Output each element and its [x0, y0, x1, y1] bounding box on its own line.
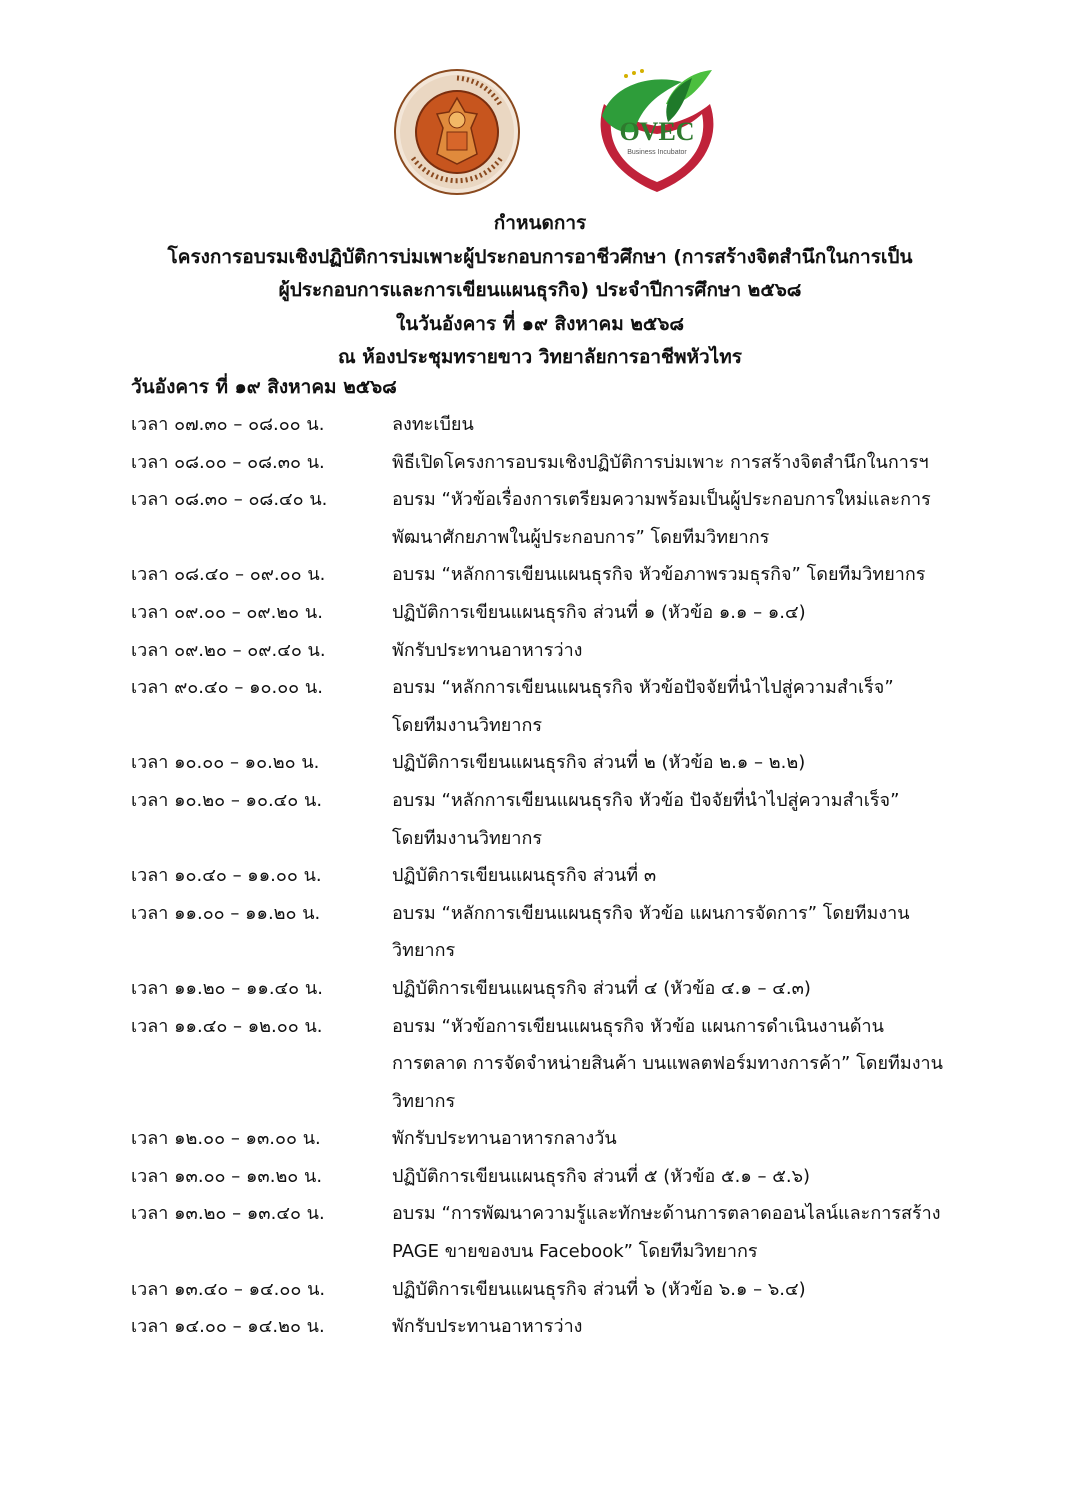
schedule-time: เวลา ๑๔.๐๐ – ๑๔.๒๐ น. — [131, 1316, 325, 1338]
schedule-row — [131, 782, 951, 857]
activity-line: ปฏิบัติการเขียนแผนธุรกิจ ส่วนที่ ๒ (หัวข้อ ๒.๑ – ๒.๒) — [392, 752, 806, 774]
schedule-row — [131, 632, 951, 670]
logos — [0, 64, 1080, 199]
svg-text:OVEC: OVEC — [619, 117, 695, 146]
header-project-line-2: ผู้ประกอบการและการเขียนแผนธุรกิจ) ประจำปีการศึกษา ๒๕๖๘ — [278, 279, 802, 301]
activity-line: ปฏิบัติการเขียนแผนธุรกิจ ส่วนที่ ๑ (หัวข้อ ๑.๑ – ๑.๔) — [392, 601, 806, 623]
schedule-time: เวลา ๑๑.๐๐ – ๑๑.๒๐ น. — [131, 902, 321, 924]
schedule-row — [131, 1008, 951, 1121]
activity-line: ปฏิบัติการเขียนแผนธุรกิจ ส่วนที่ ๖ (หัวข้อ ๖.๑ – ๖.๔) — [392, 1278, 806, 1300]
schedule-list — [131, 406, 951, 1346]
activity-line: ปฏิบัติการเขียนแผนธุรกิจ ส่วนที่ ๔ (หัวข้อ ๔.๑ – ๔.๓) — [392, 977, 811, 999]
schedule-activity — [392, 895, 951, 970]
activity-line: อบรม “หลักการเขียนแผนธุรกิจ หัวข้อภาพรวมธุรกิจ” โดยทีมวิทยากร — [392, 564, 926, 586]
activity-line: การตลาด การจัดจำหน่ายสินค้า บนแพลตฟอร์มทางการค้า” โดยทีมงาน — [392, 1053, 943, 1075]
activity-line: อบรม “การพัฒนาความรู้และทักษะด้านการตลาดออนไลน์และการสร้าง — [392, 1203, 941, 1225]
schedule-time: เวลา ๑๓.๒๐ – ๑๓.๔๐ น. — [131, 1203, 325, 1225]
schedule-activity — [392, 1308, 951, 1346]
schedule-row — [131, 1158, 951, 1196]
activity-line: อบรม “หัวข้อการเขียนแผนธุรกิจ หัวข้อ แผนการดำเนินงานด้าน — [392, 1015, 884, 1037]
schedule-activity — [392, 406, 951, 444]
ovec-seal-logo — [393, 68, 521, 196]
document-header — [0, 207, 1080, 375]
activity-line: พักรับประทานอาหารว่าง — [392, 639, 583, 661]
schedule-time: เวลา ๑๓.๔๐ – ๑๔.๐๐ น. — [131, 1278, 326, 1300]
svg-text:Business Incubator: Business Incubator — [627, 149, 687, 156]
schedule-row — [131, 970, 951, 1008]
schedule-row — [131, 444, 951, 482]
schedule-row — [131, 594, 951, 632]
schedule-activity — [392, 782, 951, 857]
schedule-time: เวลา ๑๐.๐๐ – ๑๐.๒๐ น. — [131, 752, 320, 774]
activity-line: ลงทะเบียน — [392, 414, 474, 435]
activity-line: อบรม “หลักการเขียนแผนธุรกิจ หัวข้อ แผนการจัดการ” โดยทีมงาน — [392, 902, 910, 924]
header-venue: ณ ห้องประชุมทรายขาว วิทยาลัยการอาชีพหัวไทร — [338, 346, 742, 368]
schedule-row — [131, 406, 951, 444]
schedule-time: เวลา ๐๘.๓๐ – ๐๘.๔๐ น. — [131, 489, 328, 511]
schedule-time: เวลา ๑๑.๔๐ – ๑๒.๐๐ น. — [131, 1015, 323, 1037]
schedule-row — [131, 744, 951, 782]
schedule-activity — [392, 632, 951, 670]
header-title: กำหนดการ — [493, 212, 587, 234]
activity-line: อบรม “หลักการเขียนแผนธุรกิจ หัวข้อ ปัจจัยที่นำไปสู่ความสำเร็จ” — [392, 789, 900, 811]
schedule-time: เวลา ๐๘.๐๐ – ๐๘.๓๐ น. — [131, 451, 325, 473]
schedule-activity — [392, 1120, 951, 1158]
schedule-activity — [392, 556, 951, 594]
schedule-time: เวลา ๐๘.๔๐ – ๐๙.๐๐ น. — [131, 564, 326, 586]
schedule-time: เวลา ๑๑.๒๐ – ๑๑.๔๐ น. — [131, 977, 323, 999]
schedule-row — [131, 857, 951, 895]
activity-line: วิทยากร — [392, 940, 456, 962]
schedule-activity — [392, 1158, 951, 1196]
activity-line: วิทยากร — [392, 1090, 456, 1112]
activity-line: พิธีเปิดโครงการอบรมเชิงปฏิบัติการบ่มเพาะ การสร้างจิตสำนึกในการฯ — [392, 451, 929, 473]
schedule-activity — [392, 1008, 951, 1121]
schedule-row — [131, 895, 951, 970]
schedule-time: เวลา ๙๐.๔๐ – ๑๐.๐๐ น. — [131, 677, 323, 699]
activity-line: อบรม “หลักการเขียนแผนธุรกิจ หัวข้อปัจจัยที่นำไปสู่ความสำเร็จ” — [392, 677, 894, 699]
header-project-line-1: โครงการอบรมเชิงปฏิบัติการบ่มเพาะผู้ประกอบการอาชีวศึกษา (การสร้างจิตสำนึกในการเป็น — [167, 245, 913, 268]
schedule-row — [131, 1308, 951, 1346]
schedule-activity — [392, 1195, 951, 1270]
schedule-time: เวลา ๑๐.๒๐ – ๑๐.๔๐ น. — [131, 789, 323, 811]
schedule-activity — [392, 857, 951, 895]
schedule-activity — [392, 594, 951, 632]
schedule-row — [131, 481, 951, 556]
schedule-time: เวลา ๑๐.๔๐ – ๑๑.๐๐ น. — [131, 865, 322, 887]
schedule-row — [131, 1271, 951, 1309]
schedule-time: เวลา ๑๓.๐๐ – ๑๓.๒๐ น. — [131, 1165, 323, 1187]
activity-line: พักรับประทานอาหารว่าง — [392, 1316, 583, 1338]
schedule-activity — [392, 1271, 951, 1309]
activity-line: พักรับประทานอาหารกลางวัน — [392, 1128, 617, 1150]
schedule-row — [131, 669, 951, 744]
schedule-time: เวลา ๑๒.๐๐ – ๑๓.๐๐ น. — [131, 1128, 321, 1150]
activity-line: ปฏิบัติการเขียนแผนธุรกิจ ส่วนที่ ๓ — [392, 865, 657, 887]
activity-line: โดยทีมงานวิทยากร — [392, 714, 543, 736]
schedule-time: เวลา ๐๙.๒๐ – ๐๙.๔๐ น. — [131, 639, 326, 661]
activity-line: PAGE ขายของบน Facebook” โดยทีมวิทยากร — [392, 1241, 758, 1263]
activity-line: อบรม “หัวข้อเรื่องการเตรียมความพร้อมเป็นผู้ประกอบการใหม่และการ — [392, 489, 931, 511]
schedule-activity — [392, 444, 951, 482]
activity-line: พัฒนาศักยภาพในผู้ประกอบการ” โดยทีมวิทยากร — [392, 526, 770, 548]
schedule-date-heading: วันอังคาร ที่ ๑๙ สิงหาคม ๒๕๖๘ — [131, 376, 397, 398]
schedule-activity — [392, 481, 951, 556]
schedule-row — [131, 1120, 951, 1158]
schedule-activity — [392, 744, 951, 782]
schedule-time: เวลา ๐๙.๐๐ – ๐๙.๒๐ น. — [131, 601, 323, 623]
schedule-row — [131, 556, 951, 594]
schedule-row — [131, 1195, 951, 1270]
ovec-business-incubator-logo — [582, 64, 732, 199]
activity-line: โดยทีมงานวิทยากร — [392, 827, 543, 849]
activity-line: ปฏิบัติการเขียนแผนธุรกิจ ส่วนที่ ๕ (หัวข้อ ๕.๑ – ๕.๖) — [392, 1165, 811, 1187]
header-date: ในวันอังคาร ที่ ๑๙ สิงหาคม ๒๕๖๘ — [395, 312, 685, 335]
schedule-activity — [392, 970, 951, 1008]
schedule-activity — [392, 669, 951, 744]
schedule-time: เวลา ๐๗.๓๐ – ๐๘.๐๐ น. — [131, 414, 325, 435]
